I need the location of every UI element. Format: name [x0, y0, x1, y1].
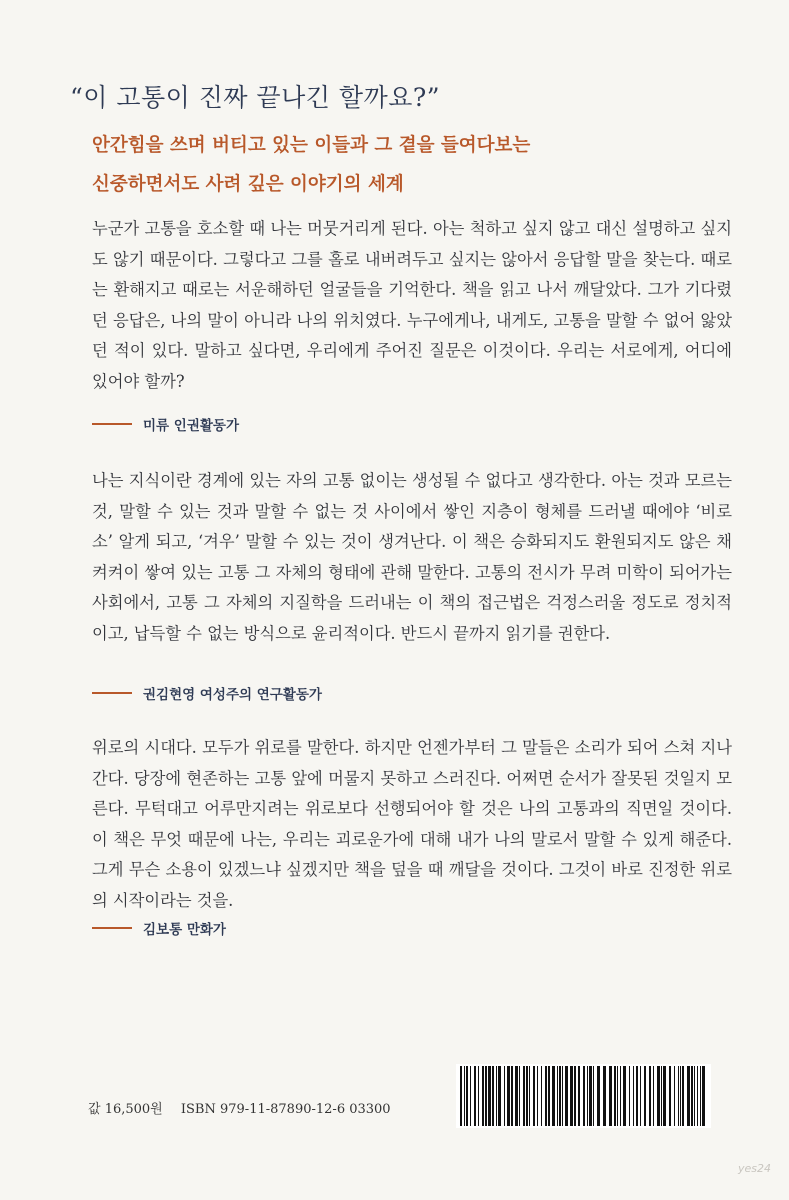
barcode-bar	[640, 1066, 641, 1126]
price: 값 16,500원	[88, 1102, 163, 1117]
barcode-bar	[702, 1066, 705, 1126]
barcode-bar	[678, 1066, 679, 1126]
barcode-bar	[674, 1066, 675, 1126]
blurb-1: 누군가 고통을 호소할 때 나는 머뭇거리게 된다. 아는 척하고 싶지 않고 대신 설명하고 싶지도 않기 때문이다. 그렇다고 그를 홀로 내버려두고 싶지는 않아서 응답할 말을 찾는다. 때로는 환해지고 때로는 서운해하던 얼굴들을 기억한다. 책을 읽고 나서 깨달았다. 그가 기다렸던 응답은, 나의 말이 아니라 나의 위치였다. 누구에게나, 내게도, 고통을 말할 수 없어 앓았던 적이 있다. 말하고 싶다면, 우리에게 주어진 질문은 이것이다. 우리는 서로에게, 어디에 있어야 할까?	[92, 219, 732, 391]
barcode-bar	[559, 1066, 561, 1126]
barcode-bar	[529, 1066, 530, 1126]
subheadline-line-2: 신중하면서도 사려 깊은 이야기의 세계	[92, 174, 404, 195]
barcode-bar	[609, 1066, 612, 1126]
barcode-bar	[562, 1066, 563, 1126]
blurb-3: 위로의 시대다. 모두가 위로를 말한다. 하지만 언젠가부터 그 말들은 소리가 되어 스쳐 지나간다. 당장에 현존하는 고통 앞에 머물지 못하고 스러진다. 어쩌면 순서가 잘못된 것일지 모른다. 무턱대고 어루만지려는 위로보다 선행되어야 할 것은 나의 고통과의 직면일 것이다. 이 책은 무엇 때문에 나는, 우리는 괴로운가에 대해 내가 나의 말로서 말할 수 있게 해준다. 그게 무슨 소용이 있겠느냐 싶겠지만 책을 덮을 때 깨달을 것이다. 그것이 바로 진정한 위로의 시작이라는 것을.	[92, 738, 732, 910]
barcode-graphic	[456, 1064, 711, 1128]
barcode-bar	[644, 1066, 646, 1126]
barcode-bar	[614, 1066, 616, 1126]
blurb-2-author: 권김현영 여성주의 연구활동가	[143, 687, 322, 703]
barcode-bar	[482, 1066, 484, 1126]
barcode-bar	[657, 1066, 660, 1126]
attribution-dash	[92, 692, 132, 694]
barcode-bar	[488, 1066, 491, 1126]
barcode-bar	[574, 1066, 576, 1126]
headline-quote: “이 고통이 진짜 끝나긴 할까요?”	[70, 83, 441, 112]
barcode-bar	[636, 1066, 638, 1126]
barcode-bar	[523, 1066, 525, 1126]
barcode-bar	[464, 1066, 465, 1126]
barcode-bar	[691, 1066, 693, 1126]
barcode-bar	[661, 1066, 662, 1126]
barcode-bar	[478, 1066, 479, 1126]
barcode-bar	[519, 1066, 520, 1126]
blurb-2-attribution	[92, 683, 322, 703]
barcode-bar	[583, 1066, 585, 1126]
barcode-bar	[526, 1066, 528, 1126]
barcode-bar	[589, 1066, 592, 1126]
barcode-bar	[507, 1066, 510, 1126]
blurb-3-attribution	[92, 918, 226, 938]
barcode-bar	[485, 1066, 487, 1126]
barcode-bar	[700, 1066, 701, 1126]
barcode-bar	[565, 1066, 568, 1126]
barcode-bar	[629, 1066, 630, 1126]
blurb-2: 나는 지식이란 경계에 있는 자의 고통 없이는 생성될 수 없다고 생각한다. 아는 것과 모르는 것, 말할 수 있는 것과 말할 수 없는 것 사이에서 쌓인 지층이 형체를 드러낼 때에야 ‘비로소’ 알게 되고, ‘겨우’ 말할 수 있는 것이 생겨난다. 이 책은 승화되지도 환원되지도 않은 채 켜켜이 쌓여 있는 고통 그 자체의 형태에 관해 말한다. 고통의 전시가 무려 미학이 되어가는 사회에서, 고통 그 자체의 지질학을 드러내는 이 책의 접근법은 걱정스러울 정도로 정치적이고, 납득할 수 없는 방식으로 윤리적이다. 반드시 끝까지 읽기를 권한다.	[92, 471, 732, 643]
barcode-bar	[496, 1066, 497, 1126]
barcode-bar	[653, 1066, 654, 1126]
barcode	[456, 1064, 711, 1128]
barcode-bar	[541, 1066, 542, 1126]
barcode-bar	[587, 1066, 588, 1126]
barcode-bar	[682, 1066, 684, 1126]
barcode-bar	[492, 1066, 494, 1126]
barcode-bar	[680, 1066, 681, 1126]
barcode-bar	[597, 1066, 600, 1126]
barcode-bar	[552, 1066, 555, 1126]
subheadline	[92, 126, 732, 204]
blurb-3-author: 김보통 만화가	[143, 922, 226, 938]
barcode-bar	[687, 1066, 690, 1126]
barcode-bar	[623, 1066, 626, 1126]
blurb-1-attribution	[92, 414, 239, 434]
isbn: ISBN 979-11-87890-12-6 03300	[180, 1102, 391, 1117]
attribution-dash	[92, 927, 132, 929]
barcode-bar	[593, 1066, 594, 1126]
barcode-bar	[515, 1066, 518, 1126]
barcode-bar	[474, 1066, 476, 1126]
barcode-bar	[466, 1066, 468, 1126]
barcode-bar	[460, 1066, 462, 1126]
barcode-bar	[617, 1066, 618, 1126]
barcode-bar	[545, 1066, 547, 1126]
barcode-bar	[649, 1066, 651, 1126]
barcode-bar	[557, 1066, 558, 1126]
barcode-bar	[511, 1066, 513, 1126]
barcode-bar	[603, 1066, 606, 1126]
barcode-bar	[578, 1066, 580, 1126]
barcode-bar	[537, 1066, 538, 1126]
barcode-bar	[663, 1066, 666, 1126]
barcode-bar	[620, 1066, 621, 1126]
barcode-bar	[697, 1066, 698, 1126]
barcode-bar	[633, 1066, 634, 1126]
barcode-bar	[570, 1066, 573, 1126]
watermark: yes24	[738, 1162, 772, 1175]
barcode-bar	[533, 1066, 535, 1126]
barcode-bar	[548, 1066, 550, 1126]
barcode-bar	[669, 1066, 671, 1126]
blurb-1-author: 미류 인권활동가	[143, 418, 239, 434]
attribution-dash	[92, 423, 132, 425]
barcode-bar	[498, 1066, 501, 1126]
barcode-bar	[504, 1066, 505, 1126]
barcode-bar	[470, 1066, 471, 1126]
price-isbn-line	[88, 1098, 405, 1117]
barcode-bar	[694, 1066, 695, 1126]
subheadline-line-1: 안간힘을 쓰며 버티고 있는 이들과 그 곁을 들여다보는	[92, 135, 531, 156]
